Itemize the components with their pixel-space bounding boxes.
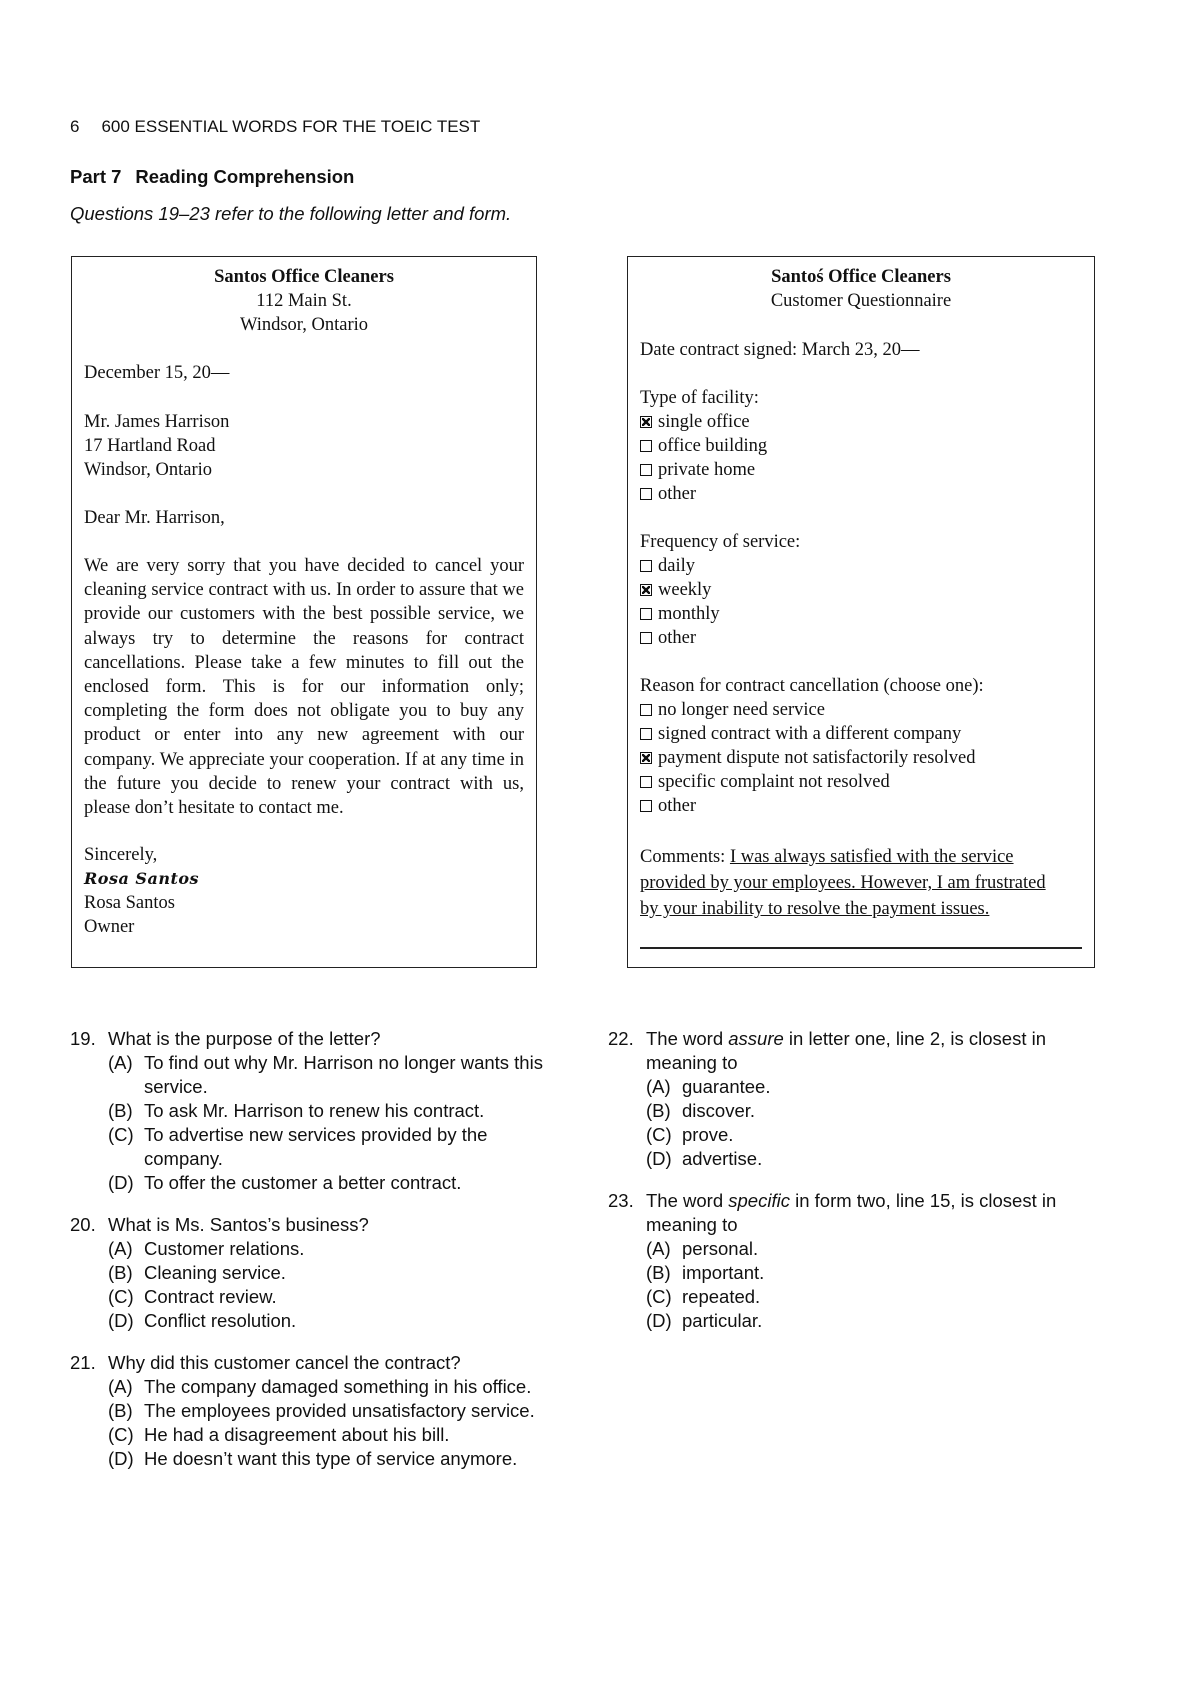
option-label: signed contract with a different company: [658, 724, 962, 744]
question-spacer: [70, 1333, 570, 1351]
recipient-line: Mr. James Harrison: [84, 412, 230, 432]
option-text: Conflict resolution.: [144, 1310, 297, 1331]
form-option: [640, 434, 1082, 458]
letter-body: We are very sorry that you have decided to cancel your cleaning service contract with us. In order to assure that we provide our customers with the best possible service, we always try to determine the reasons for contract cancellations. Please take a few minutes to fill out the enclosed form. This is for our information only; completing the form does not obligate you to buy any product or enter into any new agreement with our company. We appreciate your cooperation. If at any time in the future you decide to renew your contract with us, please don’t hesitate to contact me.: [84, 556, 524, 819]
questions-right-column: [608, 1027, 1108, 1333]
emphasized-word: specific: [728, 1190, 790, 1211]
form-option: [640, 722, 1082, 746]
answer-option[interactable]: [108, 1399, 570, 1423]
option-label: private home: [658, 460, 756, 480]
instructions: Questions 19–23 refer to the following letter and form.: [70, 203, 512, 224]
option-letter: (A): [108, 1238, 133, 1259]
form-option: [640, 770, 1082, 794]
book-title: 600 ESSENTIAL WORDS FOR THE TOEIC TEST: [101, 117, 481, 136]
option-label: single office: [658, 412, 750, 432]
letter-salutation: Dear Mr. Harrison,: [84, 508, 225, 528]
option-text: important.: [682, 1262, 765, 1283]
option-label: other: [658, 484, 697, 504]
option-letter: (D): [646, 1310, 672, 1331]
signer-name: Rosa Santos: [84, 893, 175, 913]
checkbox-icon[interactable]: [640, 728, 652, 740]
form-title: Customer Questionnaire: [770, 291, 952, 311]
signer-title: Owner: [84, 917, 135, 937]
option-text: To offer the customer a better contract.: [144, 1172, 462, 1193]
option-letter: (C): [108, 1286, 134, 1307]
questions-left-column: [70, 1027, 570, 1471]
option-letter: (A): [646, 1238, 671, 1259]
question: [70, 1213, 570, 1333]
signature: Rosa Santos: [84, 869, 200, 888]
question-stem: [608, 1189, 1108, 1237]
form-option: [640, 578, 1082, 602]
comment-line: by your inability to resolve the payment issues.: [640, 899, 990, 919]
form-company: Santoś Office Cleaners: [771, 267, 951, 287]
option-text: repeated.: [682, 1286, 761, 1307]
option-letter: (D): [108, 1172, 134, 1193]
option-text: advertise.: [682, 1148, 763, 1169]
letter-date: December 15, 20—: [84, 363, 230, 383]
answer-option[interactable]: [108, 1171, 570, 1195]
question-number: 22.: [608, 1028, 634, 1049]
option-letter: (C): [108, 1124, 134, 1145]
letter-address-street: 112 Main St.: [256, 291, 352, 311]
option-letter: (A): [646, 1076, 671, 1097]
answer-option[interactable]: [108, 1051, 570, 1099]
answer-option[interactable]: [108, 1375, 570, 1399]
frequency-group: [640, 530, 1082, 650]
question-number: 20.: [70, 1214, 96, 1235]
question-stem: [70, 1213, 570, 1237]
question: [608, 1189, 1108, 1333]
option-letter: (D): [108, 1310, 134, 1331]
option-text: The employees provided unsatisfactory service.: [144, 1400, 535, 1421]
option-letter: (B): [108, 1262, 133, 1283]
page-number: 6: [70, 117, 80, 136]
option-text: To find out why Mr. Harrison no longer wants this service.: [144, 1052, 543, 1097]
letter-box: [71, 256, 537, 968]
section-name: Reading Comprehension: [135, 166, 355, 187]
option-letter: (D): [646, 1148, 672, 1169]
comments-section: [640, 845, 1082, 921]
option-label: weekly: [658, 580, 712, 600]
option-text: Contract review.: [144, 1286, 277, 1307]
reason-group: [640, 674, 1082, 818]
option-text: prove.: [682, 1124, 734, 1145]
answer-option[interactable]: [108, 1423, 570, 1447]
option-label: daily: [658, 556, 695, 576]
option-label: no longer need service: [658, 700, 825, 720]
option-letter: (B): [108, 1400, 133, 1421]
option-label: other: [658, 628, 697, 648]
form-option: [640, 746, 1082, 770]
part-number: Part 7: [70, 166, 122, 187]
question-text: The word specific in form two, line 15, is closest in meaning to: [646, 1190, 1057, 1235]
answer-option[interactable]: [108, 1309, 570, 1333]
answer-option[interactable]: [108, 1099, 570, 1123]
option-label: other: [658, 796, 697, 816]
option-text: personal.: [682, 1238, 759, 1259]
question-spacer: [608, 1171, 1108, 1189]
question-number: 23.: [608, 1190, 634, 1211]
option-text: He doesn’t want this type of service anymore.: [144, 1448, 518, 1469]
option-letter: (D): [108, 1448, 134, 1469]
option-letter: (A): [108, 1052, 133, 1073]
answer-option[interactable]: [646, 1285, 1108, 1309]
letter-closing: Sincerely,: [84, 845, 158, 865]
facility-group: [640, 386, 1082, 506]
form-option: [640, 626, 1082, 650]
letter-address-city: Windsor, Ontario: [240, 315, 368, 335]
checked-box-icon[interactable]: [640, 584, 652, 596]
comment-blank-line: [640, 947, 1082, 949]
question: [70, 1351, 570, 1471]
form-option: [640, 410, 1082, 434]
checkbox-icon[interactable]: [640, 464, 652, 476]
emphasized-word: assure: [728, 1028, 784, 1049]
option-letter: (B): [646, 1100, 671, 1121]
answer-option[interactable]: [108, 1447, 570, 1471]
answer-option[interactable]: [108, 1237, 570, 1261]
form-option: [640, 794, 1082, 818]
checkbox-icon[interactable]: [640, 560, 652, 572]
answer-option[interactable]: [646, 1309, 1108, 1333]
option-letter: (C): [646, 1286, 672, 1307]
form-option: [640, 458, 1082, 482]
option-text: He had a disagreement about his bill.: [144, 1424, 450, 1445]
answer-option[interactable]: [108, 1123, 570, 1171]
option-label: monthly: [658, 604, 720, 624]
option-letter: (C): [108, 1424, 134, 1445]
answer-option[interactable]: [646, 1099, 1108, 1123]
answer-option[interactable]: [108, 1261, 570, 1285]
answer-option[interactable]: [108, 1285, 570, 1309]
form-option: [640, 698, 1082, 722]
comments-label: Comments:: [640, 847, 726, 867]
reason-label: Reason for contract cancellation (choose one):: [640, 676, 984, 696]
answer-option[interactable]: [646, 1261, 1108, 1285]
question-text: What is the purpose of the letter?: [108, 1028, 381, 1049]
form-option: [640, 554, 1082, 578]
question: [608, 1027, 1108, 1171]
questionnaire-form: [627, 256, 1095, 968]
recipient-line: Windsor, Ontario: [84, 460, 212, 480]
recipient-line: 17 Hartland Road: [84, 436, 216, 456]
facility-label: Type of facility:: [640, 388, 759, 408]
checkbox-icon[interactable]: [640, 800, 652, 812]
question-text: What is Ms. Santos’s business?: [108, 1214, 369, 1235]
form-option: [640, 602, 1082, 626]
option-text: guarantee.: [682, 1076, 771, 1097]
checkbox-icon[interactable]: [640, 440, 652, 452]
comment-line: I was always satisfied with the service: [729, 847, 1014, 867]
option-text: discover.: [682, 1100, 756, 1121]
checkbox-icon[interactable]: [640, 632, 652, 644]
running-header: [70, 117, 480, 137]
option-text: Cleaning service.: [144, 1262, 286, 1283]
checkbox-icon[interactable]: [640, 776, 652, 788]
checkbox-icon[interactable]: [640, 488, 652, 500]
answer-option[interactable]: [646, 1147, 1108, 1171]
option-letter: (B): [646, 1262, 671, 1283]
answer-option[interactable]: [646, 1075, 1108, 1099]
option-text: The company damaged something in his office.: [144, 1376, 532, 1397]
checkbox-icon[interactable]: [640, 704, 652, 716]
question-number: 21.: [70, 1352, 96, 1373]
option-text: To advertise new services provided by the company.: [144, 1124, 488, 1169]
option-letter: (C): [646, 1124, 672, 1145]
question-text: Why did this customer cancel the contract?: [108, 1352, 461, 1373]
date-signed: Date contract signed: March 23, 20—: [640, 340, 920, 360]
option-text: particular.: [682, 1310, 763, 1331]
option-label: payment dispute not satisfactorily resolved: [658, 748, 976, 768]
answer-option[interactable]: [646, 1237, 1108, 1261]
question: [70, 1027, 570, 1195]
comment-line: provided by your employees. However, I am frustrated: [640, 873, 1046, 893]
question-spacer: [70, 1195, 570, 1213]
option-text: Customer relations.: [144, 1238, 305, 1259]
question-stem: [608, 1027, 1108, 1075]
answer-option[interactable]: [646, 1123, 1108, 1147]
option-letter: (B): [108, 1100, 133, 1121]
option-label: office building: [658, 436, 768, 456]
section-heading: [70, 166, 354, 188]
option-label: specific complaint not resolved: [658, 772, 890, 792]
option-text: To ask Mr. Harrison to renew his contract.: [144, 1100, 485, 1121]
question-stem: [70, 1027, 570, 1051]
frequency-label: Frequency of service:: [640, 532, 801, 552]
letter-recipient: [84, 410, 524, 482]
form-option: [640, 482, 1082, 506]
question-number: 19.: [70, 1028, 96, 1049]
letter-company: Santos Office Cleaners: [214, 267, 394, 287]
question-stem: [70, 1351, 570, 1375]
checked-box-icon[interactable]: [640, 416, 652, 428]
question-text: The word assure in letter one, line 2, is closest in meaning to: [646, 1028, 1047, 1073]
checked-box-icon[interactable]: [640, 752, 652, 764]
option-letter: (A): [108, 1376, 133, 1397]
checkbox-icon[interactable]: [640, 608, 652, 620]
